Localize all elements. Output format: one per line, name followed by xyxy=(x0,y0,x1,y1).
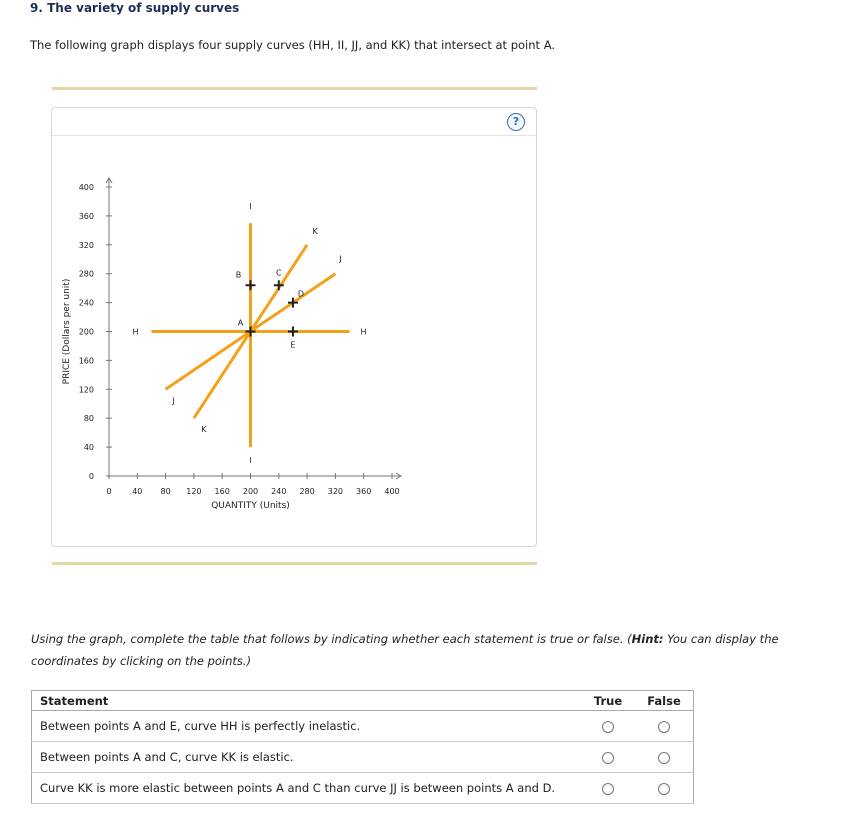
statement-text: Between points A and E, curve HH is perfectly inelastic. xyxy=(32,711,582,742)
radio-false-2[interactable] xyxy=(658,752,670,764)
x-tick-label: 400 xyxy=(384,487,400,496)
bottom-divider xyxy=(52,562,537,565)
x-tick-label: 40 xyxy=(132,487,143,496)
point-e xyxy=(288,327,298,337)
y-tick-label: 280 xyxy=(78,269,94,279)
curve-label-hh: H xyxy=(360,327,367,337)
supply-curves-chart xyxy=(52,108,536,546)
header-false: False xyxy=(635,691,694,711)
question-title: 9. The variety of supply curves xyxy=(30,1,240,15)
y-tick-label: 240 xyxy=(78,298,94,308)
x-tick-label: 80 xyxy=(160,487,171,496)
radio-true-1[interactable] xyxy=(602,721,614,733)
y-tick-label: 80 xyxy=(83,414,94,424)
y-tick-label: 0 xyxy=(88,472,94,481)
statement-text: Between points A and C, curve KK is elastic. xyxy=(32,742,582,773)
statement-text: Curve KK is more elastic between points A and C than curve JJ is between points A and D. xyxy=(32,773,582,804)
table-row xyxy=(32,742,694,773)
x-tick-label: 120 xyxy=(186,487,202,496)
point-label-d: D xyxy=(297,289,305,299)
top-divider xyxy=(52,87,537,90)
header-true: True xyxy=(581,691,635,711)
y-tick-label: 120 xyxy=(78,385,94,395)
table-header-row xyxy=(32,691,694,711)
point-label-c: C xyxy=(276,268,282,278)
y-tick-label: 200 xyxy=(78,327,94,337)
x-axis-title: QUANTITY (Units) xyxy=(211,501,290,511)
instructions-text: Using the graph, complete the table that follows by indicating whether each statement is true or false. ( xyxy=(31,632,632,646)
curve-label-hh: H xyxy=(132,327,139,337)
x-tick-label: 160 xyxy=(214,487,230,496)
radio-false-1[interactable] xyxy=(658,721,670,733)
point-b xyxy=(246,280,256,290)
y-tick-label: 360 xyxy=(78,211,94,221)
curve-label-jj: J xyxy=(172,396,175,406)
graph-panel xyxy=(51,107,537,547)
question-intro: The following graph displays four supply curves (HH, II, JJ, and KK) that intersect at point A. xyxy=(30,38,556,52)
table-row xyxy=(32,773,694,804)
curve-label-ii: I xyxy=(249,456,252,466)
radio-false-3[interactable] xyxy=(658,783,670,795)
instructions xyxy=(31,628,843,672)
x-tick-label: 360 xyxy=(356,487,372,496)
curve-label-kk: K xyxy=(201,425,207,435)
y-tick-label: 400 xyxy=(78,183,94,192)
instructions-hint-text: You can display the coordinates by clicking on the points.) xyxy=(31,632,779,668)
hint-label: Hint: xyxy=(631,632,664,646)
point-label-b: B xyxy=(235,270,242,280)
radio-true-3[interactable] xyxy=(602,783,614,795)
statement-table xyxy=(31,690,694,804)
y-tick-label: 40 xyxy=(83,443,94,453)
point-label-e: E xyxy=(290,340,296,350)
header-statement: Statement xyxy=(32,691,582,711)
x-tick-label: 0 xyxy=(106,487,112,496)
x-tick-label: 200 xyxy=(242,487,259,496)
y-tick-label: 320 xyxy=(78,240,94,250)
curve-label-ii: I xyxy=(249,202,252,212)
x-tick-label: 240 xyxy=(271,487,287,496)
x-tick-label: 280 xyxy=(299,487,315,496)
point-label-a: A xyxy=(237,318,244,328)
x-tick-label: 320 xyxy=(327,487,344,496)
y-axis-title: PRICE (Dollars per unit) xyxy=(62,278,72,385)
curve-label-kk: K xyxy=(312,226,318,236)
curve-label-jj: J xyxy=(339,254,342,264)
help-button[interactable]: ? xyxy=(507,113,525,131)
radio-true-2[interactable] xyxy=(602,752,614,764)
table-row xyxy=(32,711,694,742)
y-tick-label: 160 xyxy=(78,356,94,366)
